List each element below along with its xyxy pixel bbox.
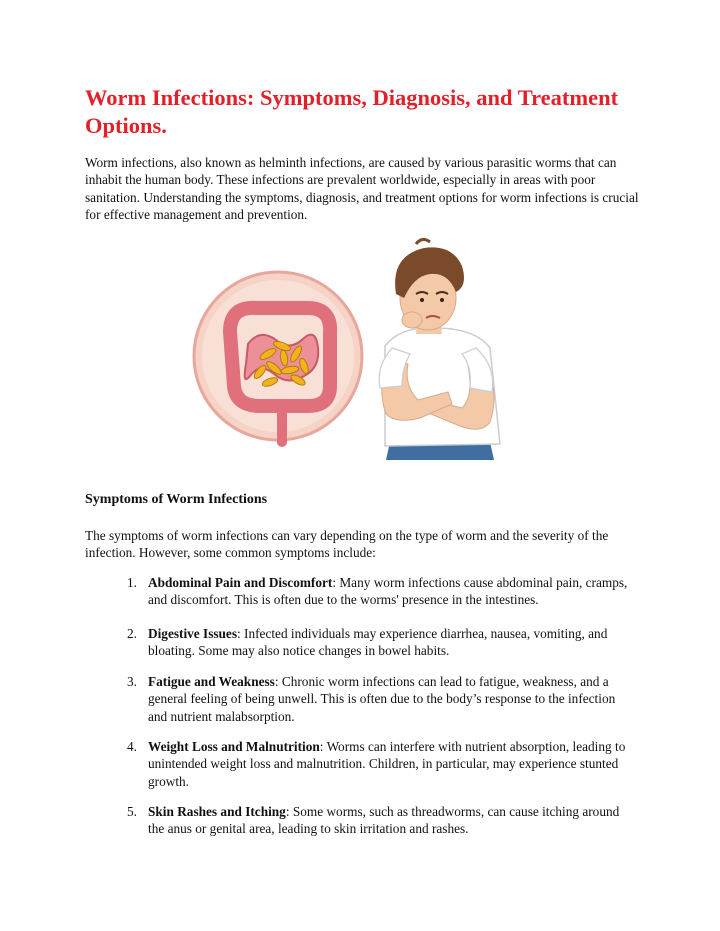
list-item-term: Fatigue and Weakness [148, 674, 275, 689]
list-item-term: Abdominal Pain and Discomfort [148, 575, 333, 590]
list-item-term: Digestive Issues [148, 626, 238, 641]
list-item-description: : Many worm infections cause abdominal pain, cramps, and discomfort. This is often due to the worms' presence in the intestines. [148, 575, 628, 608]
symptoms-heading: Symptoms of Worm Infections [85, 492, 268, 507]
symptoms-intro: The symptoms of worm infections can vary depending on the type of worm and the severity of the infection. However, some common symptoms include: [85, 528, 609, 561]
list-item-number: 4. [127, 739, 137, 754]
page-title: Worm Infections: Symptoms, Diagnosis, and Treatment Options. [85, 85, 619, 138]
abdominal-pain-illustration-icon [190, 236, 510, 460]
list-item-term: Weight Loss and Malnutrition [148, 739, 320, 754]
intro-paragraph: Worm infections, also known as helminth infections, are caused by various parasitic worms that can inhabit the human body. These infections are prevalent worldwide, especially in areas with poor sanitation. Understanding the symptoms, diagnosis, and treatment options for worm infections is crucial for effective management and prevention. [85, 155, 639, 223]
list-item-description: : Chronic worm infections can lead to fatigue, weakness, and a general feeling of being unwell. This is often due to the body’s response to the infection and nutrient malabsorption. [148, 674, 616, 724]
list-item-term: Skin Rashes and Itching [148, 804, 286, 819]
list-item-description: : Worms can interfere with nutrient absorption, leading to unintended weight loss and malnutrition. Children, in particular, may experience stunted growth. [148, 739, 626, 789]
list-item-description: : Some worms, such as threadworms, can cause itching around the anus or genital area, leading to skin irritation and rashes. [148, 804, 620, 837]
list-item-number: 2. [127, 626, 137, 641]
list-item-number: 5. [127, 804, 137, 819]
list-item-number: 1. [127, 575, 137, 590]
list-item-number: 3. [127, 674, 137, 689]
list-item-description: : Infected individuals may experience diarrhea, nausea, vomiting, and bloating. Some may also notice changes in bowel habits. [148, 626, 608, 659]
